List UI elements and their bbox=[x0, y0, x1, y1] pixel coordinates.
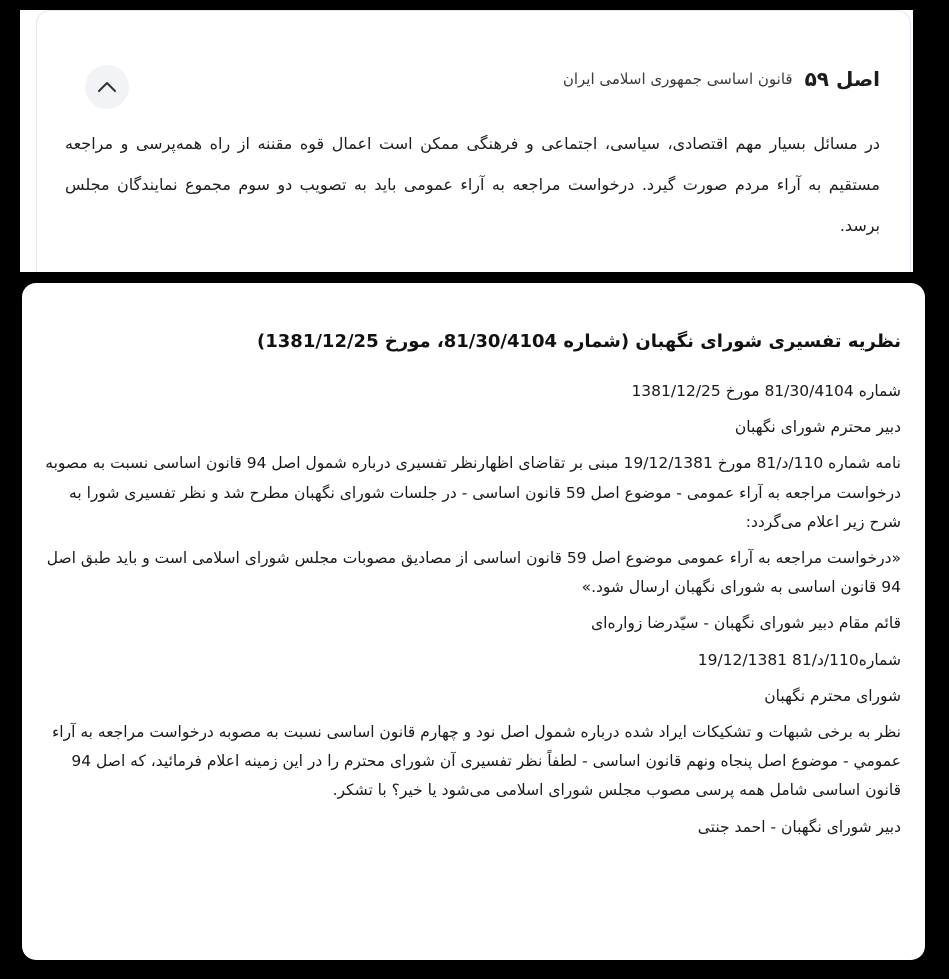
article-source: قانون اساسی جمهوری اسلامی ایران bbox=[562, 70, 793, 88]
article-number: اصل ۵۹ bbox=[804, 67, 880, 91]
request-reference: شماره110/د/81 19/12/1381 bbox=[697, 650, 901, 669]
chevron-up-icon bbox=[96, 80, 118, 94]
collapse-button[interactable] bbox=[85, 65, 129, 109]
article-text: در مسائل بسیار مهم اقتصادی، سیاسی، اجتماعی و فرهنگی ممکن است اعمال قوه مقننه از راه همه‌پرسی و مراجعه مستقیم به آراء مردم صورت گیرد. درخواست مراجعه به آراء عمومی باید به تصویب دو سوم مجموع نمایندگان مجلس برسد. bbox=[65, 134, 880, 235]
letter-reference: شماره 81/30/4104 مورخ 1381/12/25 bbox=[631, 382, 901, 400]
request-paragraph: نظر به برخی شبهات و تشکیکات ایراد شده درباره شمول اصل نود و چهارم قانون اساسی نسبت به مصوبه درخواست مراجعه به آراء عمومي - موضوع اصل پنجاه ونهم قانون اساسی - لطفاً نظر تفسیری آن شورای محترم را در این زمینه اعلام فرمائید، که اصل 94 قانون اساسی شامل همه پرسی مصوب مجلس شورای اسلامی می‌شود یا خیر؟ با تشکر. bbox=[52, 723, 901, 800]
article-card bbox=[20, 10, 913, 272]
request-recipient: شورای محترم نگهبان bbox=[764, 686, 901, 705]
interpretation-body bbox=[41, 377, 901, 849]
letter-recipient: دبیر محترم شورای نگهبان bbox=[734, 418, 901, 437]
letter-signature: قائم مقام دبیر شورای نگهبان - سیّدرضا زواره‌ای bbox=[591, 614, 901, 633]
article-card-frame bbox=[36, 10, 911, 272]
request-signature: دبیر شورای نگهبان - احمد جنتی bbox=[697, 817, 901, 836]
interpretation-quote: «درخواست مراجعه به آراء عمومی موضوع اصل 59 قانون اساسی از مصادیق مصوبات مجلس شورای اسلامی است و باید طبق اصل 94 قانون اساسی به شورای نگهبان ارسال شود.» bbox=[46, 549, 901, 597]
interpretation-card bbox=[22, 283, 925, 960]
letter-paragraph: نامه شماره 110/د/81 مورخ 19/12/1381 مبنی بر تقاضای اظهارنظر تفسیری درباره شمول اصل 94 قانون اساسی نسبت به مصوبه درخواست مراجعه به آراء عمومی - موضوع اصل 59 قانون اساسی - در جلسات شورای نگهبان مطرح شد و نظر تفسیری شورا به شرح زیر اعلام می‌گردد: bbox=[45, 454, 901, 531]
interpretation-title: نظریه تفسیری شورای نگهبان (شماره 81/30/4104، مورخ 1381/12/25) bbox=[257, 331, 901, 352]
article-header bbox=[563, 59, 880, 99]
